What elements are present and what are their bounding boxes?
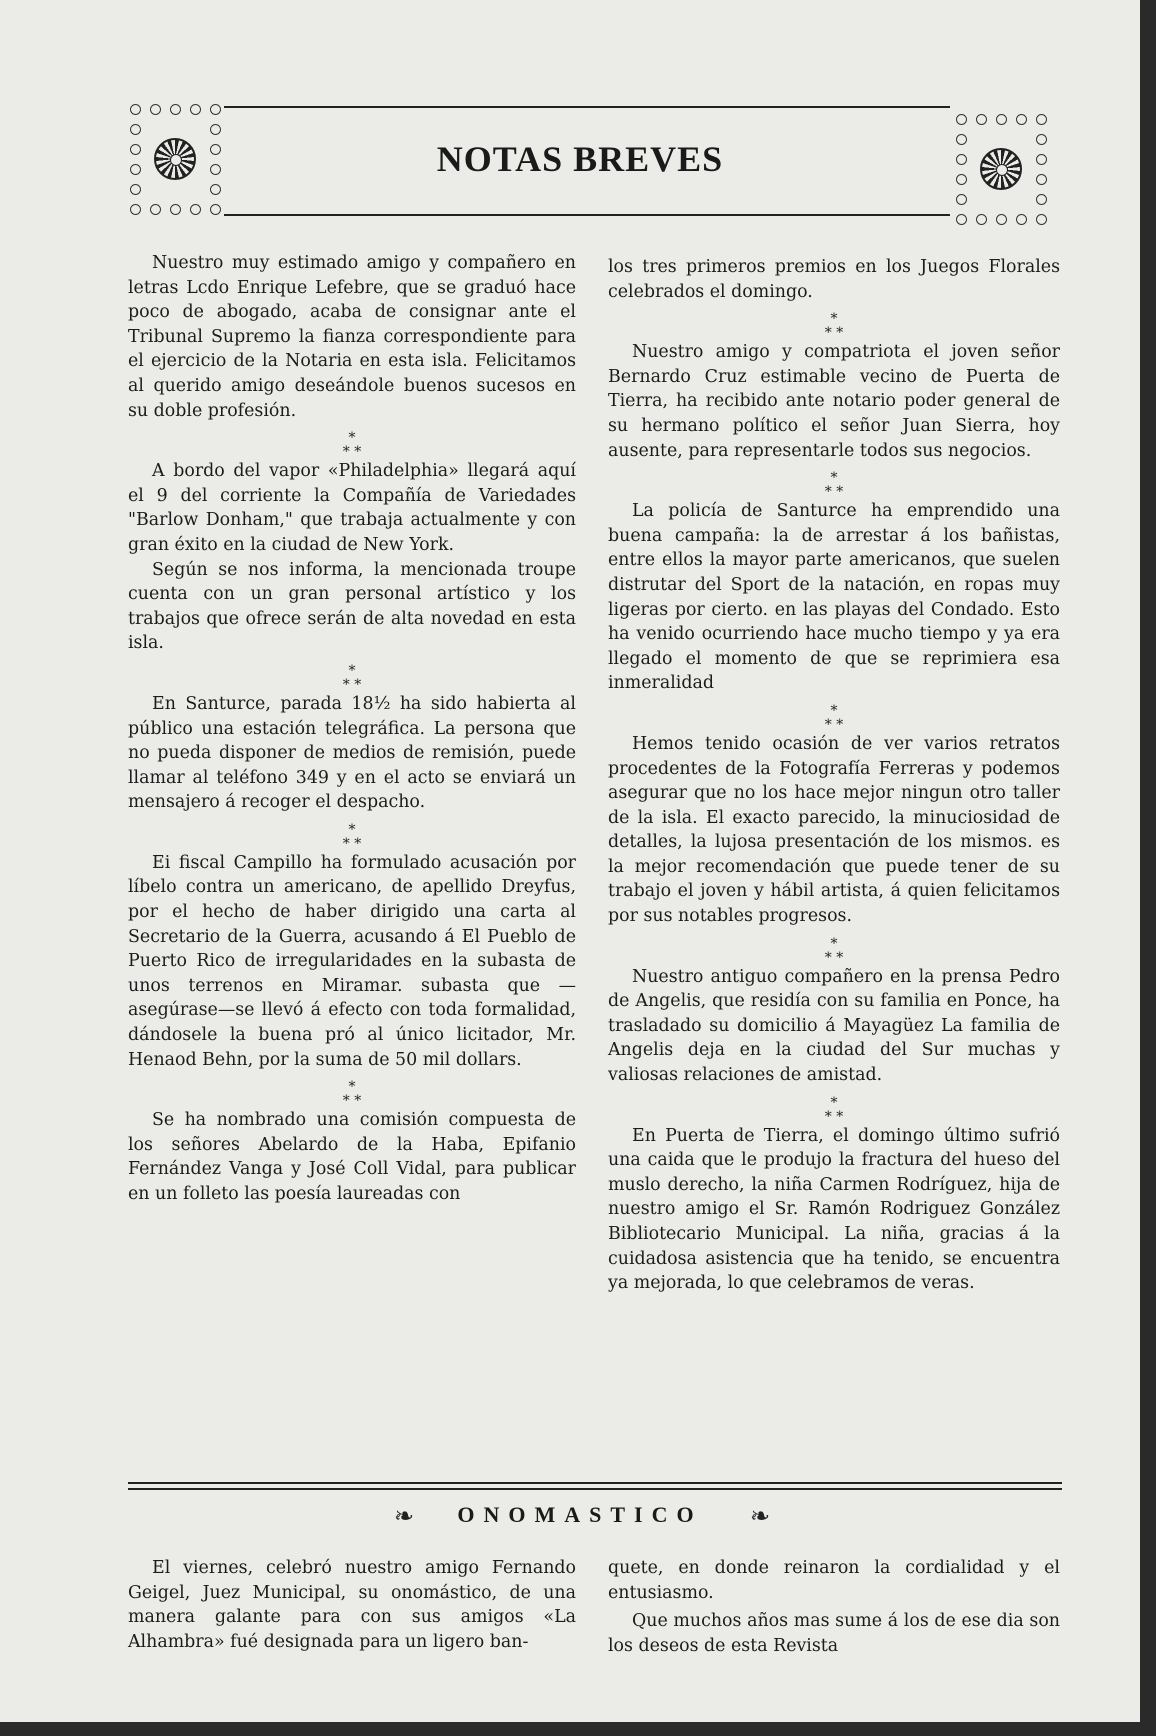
header-top-rule [224,106,950,108]
onomastico-paragraph: El viernes, celebró nuestro amigo Fernando Geigel, Juez Municipal, su onomástico, de una manera galante para con sus amigos «La Alhambra» fué designada para un ligero ban- [128,1558,576,1652]
ornament-ring-icon [190,104,201,115]
onomastico-paragraph-continued: quete, en donde reinaron la cordialidad y el entusiasmo. [608,1558,1060,1603]
ornament-ring-icon [956,154,967,165]
ornament-ring-icon [1036,154,1047,165]
ornament-ring-icon [130,104,141,115]
asterism-separator: * * * [824,935,844,966]
asterism-separator: * * * [342,430,362,461]
onomastico-paragraph-closing: Que muchos años mas sume á los de ese dia son los deseos de esta Revista [608,1611,1060,1656]
right-column [608,255,1060,1296]
asterism-separator: * * * [824,311,844,342]
article-paragraph: Se ha nombrado una comisión compuesta de los señores Abelardo de la Haba, Epifanio Fernández Vanga y José Coll Vidal, para publicar en un folleto las poesía laureadas con [128,1110,576,1204]
ornament-ring-icon [996,214,1007,225]
header-bottom-rule [224,214,950,216]
rosette-icon [980,148,1022,190]
article-paragraph: Nuestro antiguo compañero en la prensa Pedro de Angelis, que residía con su familia en Ponce, ha trasladado su domicilio á Mayagüez La familia de Angelis deja en la ciudad del Sur muchas y valiosas relaciones de amistad. [608,966,1060,1086]
asterism-separator: * * * [824,470,844,501]
ornament-ring-icon [956,114,967,125]
ornament-ring-icon [210,164,221,175]
fleuron-right-icon: ❧ [750,1502,771,1530]
ornament-ring-icon [170,104,181,115]
onomastico-left-column [128,1556,576,1654]
ornament-ring-icon [956,214,967,225]
left-column [128,251,576,1207]
ornament-ring-icon [1016,114,1027,125]
ornament-ring-icon [956,134,967,145]
ornament-ring-icon [130,124,141,135]
ornament-ring-icon [1016,214,1027,225]
rosette-icon [154,138,196,180]
ornament-ring-icon [1036,174,1047,185]
article-paragraph: los tres primeros premios en los Juegos Florales celebrados el domingo. [608,257,1060,302]
ornament-ring-icon [956,194,967,205]
article-paragraph: Nuestro muy estimado amigo y compañero en letras Lcdo Enrique Lefebre, que se graduó hace poco de abogado, acaba de consignar ante el Tribunal Supremo la fianza correspondiente para el ejercicio de la Notaria en esta isla. Felicitamos al querido amigo deseándole buenos sucesos en su doble profesión. [128,253,576,421]
ornament-ring-icon [130,144,141,155]
section-divider-top [128,1482,1062,1484]
article-paragraph: Según se nos informa, la mencionada troupe cuenta con un gran personal artístico y los trabajos que ofrece serán de alta novedad en esta isla. [128,559,576,654]
article-paragraph: Ei fiscal Campillo ha formulado acusación por líbelo contra un americano, de apellido Dreyfus, por el hecho de haber dirigido una carta al Secretario de la Guerra, acusando á El Pueblo de Puerto Rico de irregularidades en la subasta de unos terrenos en Miramar. subasta que —asegúrase—se llevó á efecto con toda formalidad, dándosele la buena pró al único licitador, Mr. Henaod Behn, por la suma de 50 mil dollars. [128,852,576,1070]
ornament-ring-icon [956,174,967,185]
asterism-separator: * * * [342,662,362,693]
onomastico-right-column [608,1556,1060,1658]
asterism-separator: * * * [342,1079,362,1110]
ornament-ring-icon [1036,214,1047,225]
section-title: ONOMASTICO [457,1502,703,1527]
page-title: NOTAS BREVES [436,139,724,179]
article-paragraph: A bordo del vapor «Philadelphia» llegará aquí el 9 del corriente la Compañía de Variedades "Barlow Donham," que trabaja actualmente y con gran éxito en la ciudad de New York. [128,461,576,555]
ornament-ring-icon [1036,194,1047,205]
ornament-ring-icon [210,104,221,115]
asterism-separator: * * * [342,821,362,852]
ornament-ring-icon [150,204,161,215]
asterism-separator: * * * [824,1094,844,1125]
ornament-ring-icon [130,204,141,215]
ornament-ring-icon [130,164,141,175]
article-paragraph: Hemos tenido ocasión de ver varios retratos procedentes de la Fotografía Ferreras y podemos asegurar que no los hace mejor ningun otro taller de la isla. El exacto parecido, la minuciosidad de detalles, la lujosa presentación de los mismos. es la mejor recomendación que puede tener de su trabajo el joven y hábil artista, á quien felicitamos por sus notables progresos. [608,733,1060,927]
article-paragraph: Nuestro amigo y compatriota el joven señor Bernardo Cruz estimable vecino de Puerta de Tierra, ha recibido ante notario poder general de su hermano político el señor Juan Sierra, hoy ausente, para representarle todos sus negocios. [608,342,1060,461]
ornament-ring-icon [210,184,221,195]
article-paragraph: La policía de Santurce ha emprendido una buena campaña: la de arrestar á los bañistas, entre ellos la mayor parte americanos, que suelen distrutar del Sport de la natación, en ropas muy ligeras por cierto. en las playas del Condado. Esto ha venido ocurriendo hace mucho tiempo y ya era llegado el momento de que se reprimiera esa inmeralidad [608,501,1060,694]
ornament-ring-icon [1036,114,1047,125]
ornament-ring-icon [976,214,987,225]
ornament-ring-icon [210,204,221,215]
fleuron-left-icon: ❧ [394,1502,415,1530]
ornament-ring-icon [150,104,161,115]
ornament-ring-icon [210,144,221,155]
ornament-ring-icon [210,124,221,135]
article-paragraph: En Puerta de Tierra, el domingo último sufrió una caida que le produjo la fractura del hueso del muslo derecho, la niña Carmen Rodríguez, hija de nuestro amigo el Sr. Ramón Rodriguez González Bibliotecario Municipal. La niña, gracias á la cuidadosa asistencia que ha tenido, se encuentra ya mejorada, lo que celebramos de veras. [608,1125,1060,1294]
section-divider-bottom [128,1488,1062,1490]
asterism-separator: * * * [824,702,844,733]
ornament-ring-icon [1036,134,1047,145]
ornament-ring-icon [996,114,1007,125]
article-paragraph: En Santurce, parada 18½ ha sido habierta al público una estación telegráfica. La persona que no pueda disponer de medios de remisión, puede llamar al teléfono 349 y en el acto se enviará un mensajero á recoger el despacho. [128,693,576,813]
ornament-ring-icon [190,204,201,215]
ornament-ring-icon [130,184,141,195]
ornament-ring-icon [976,114,987,125]
ornament-ring-icon [170,204,181,215]
